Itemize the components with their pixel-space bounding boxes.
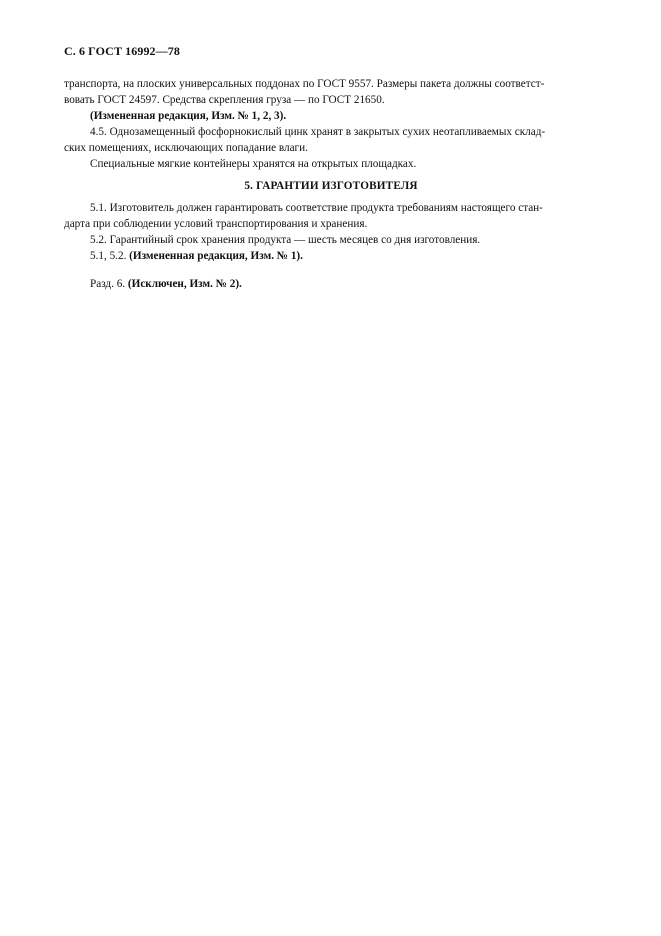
amendment-note-5	[64, 248, 598, 264]
section-6-prefix: Разд. 6.	[90, 278, 128, 290]
paragraph-line: ских помещениях, исключающих попадание влаги.	[64, 142, 308, 154]
paragraph-continuation	[64, 76, 598, 108]
amendment-text: (Измененная редакция, Изм. № 1).	[129, 250, 303, 262]
document-body	[64, 76, 598, 292]
amendment-prefix: 5.1, 5.2.	[90, 250, 130, 262]
paragraph-4-5	[64, 124, 598, 156]
paragraph-line: вовать ГОСТ 24597. Средства скрепления груза — по ГОСТ 21650.	[64, 94, 385, 106]
paragraph-line: дарта при соблюдении условий транспортирования и хранения.	[64, 218, 368, 230]
paragraph-line: транспорта, на плоских универсальных поддонах по ГОСТ 9557. Размеры пакета должны соответст-	[64, 78, 545, 90]
paragraph-containers: Специальные мягкие контейнеры хранятся на открытых площадках.	[90, 158, 417, 170]
page-running-title: С. 6 ГОСТ 16992—78	[64, 44, 180, 58]
section-5-heading: 5. ГАРАНТИИ ИЗГОТОВИТЕЛЯ	[244, 180, 418, 192]
section-6-note	[64, 276, 598, 292]
paragraph-5-2: 5.2. Гарантийный срок хранения продукта — шесть месяцев со дня изготовления.	[90, 234, 481, 246]
paragraph-line: 5.1. Изготовитель должен гарантировать соответствие продукта требованиям настоящего стан-	[90, 202, 543, 214]
paragraph-5-1	[64, 200, 598, 232]
paragraph-line: 4.5. Однозамещенный фосфорнокислый цинк хранят в закрытых сухих неотапливаемых склад-	[90, 126, 546, 138]
amendment-note: (Измененная редакция, Изм. № 1, 2, 3).	[90, 110, 287, 122]
spacer	[64, 264, 598, 276]
section-6-excluded: (Исключен, Изм. № 2).	[127, 278, 242, 290]
